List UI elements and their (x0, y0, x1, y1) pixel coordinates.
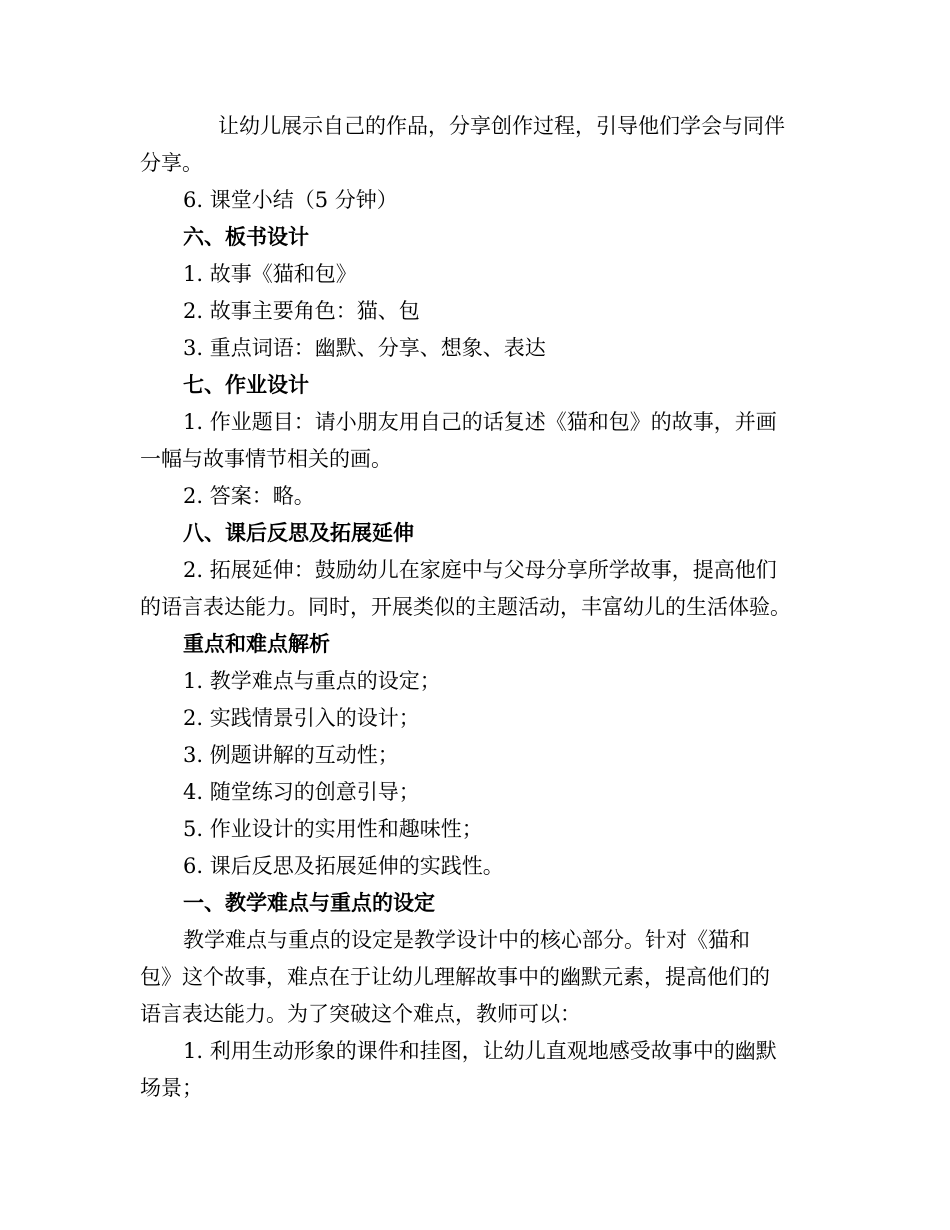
paragraph-line: 包》这个故事，难点在于让幼儿理解故事中的幽默元素，提高他们的 (140, 965, 770, 989)
section-heading: 七、作业设计 (183, 372, 309, 397)
section-heading: 八、课后反思及拓展延伸 (183, 520, 414, 545)
list-item: 6. 课堂小结（5 分钟） (183, 188, 398, 212)
list-item: 3. 例题讲解的互动性； (183, 743, 399, 767)
list-item: 5. 作业设计的实用性和趣味性； (183, 817, 483, 841)
paragraph-line: 教学难点与重点的设定是教学设计中的核心部分。针对《猫和 (183, 928, 750, 952)
list-item: 4. 随堂练习的创意引导； (183, 780, 420, 804)
list-item: 1. 作业题目：请小朋友用自己的话复述《猫和包》的故事，并画 (183, 410, 777, 434)
list-item: 1. 利用生动形象的课件和挂图，让幼儿直观地感受故事中的幽默 (183, 1039, 777, 1063)
paragraph-line: 场景； (140, 1076, 203, 1100)
paragraph-line: 一幅与故事情节相关的画。 (140, 447, 392, 471)
list-item: 2. 拓展延伸：鼓励幼儿在家庭中与父母分享所学故事，提高他们 (183, 558, 777, 582)
list-item: 2. 答案：略。 (183, 484, 315, 508)
paragraph-line: 让幼儿展示自己的作品，分享创作过程，引导他们学会与同伴 (218, 114, 785, 138)
section-heading: 一、教学难点与重点的设定 (183, 890, 435, 915)
list-item: 1. 故事《猫和包》 (183, 262, 357, 286)
list-item: 2. 实践情景引入的设计； (183, 706, 420, 730)
list-item: 2. 故事主要角色：猫、包 (183, 299, 420, 323)
list-item: 6. 课后反思及拓展延伸的实践性。 (183, 854, 504, 878)
section-heading: 重点和难点解析 (183, 631, 330, 656)
paragraph-line: 语言表达能力。为了突破这个难点，教师可以： (140, 1002, 581, 1026)
list-item: 1. 教学难点与重点的设定； (183, 669, 441, 693)
list-item: 3. 重点词语：幽默、分享、想象、表达 (183, 336, 546, 360)
section-heading: 六、板书设计 (183, 224, 309, 249)
paragraph-line: 的语言表达能力。同时，开展类似的主题活动，丰富幼儿的生活体验。 (140, 595, 791, 619)
paragraph-line: 分享。 (140, 151, 203, 175)
